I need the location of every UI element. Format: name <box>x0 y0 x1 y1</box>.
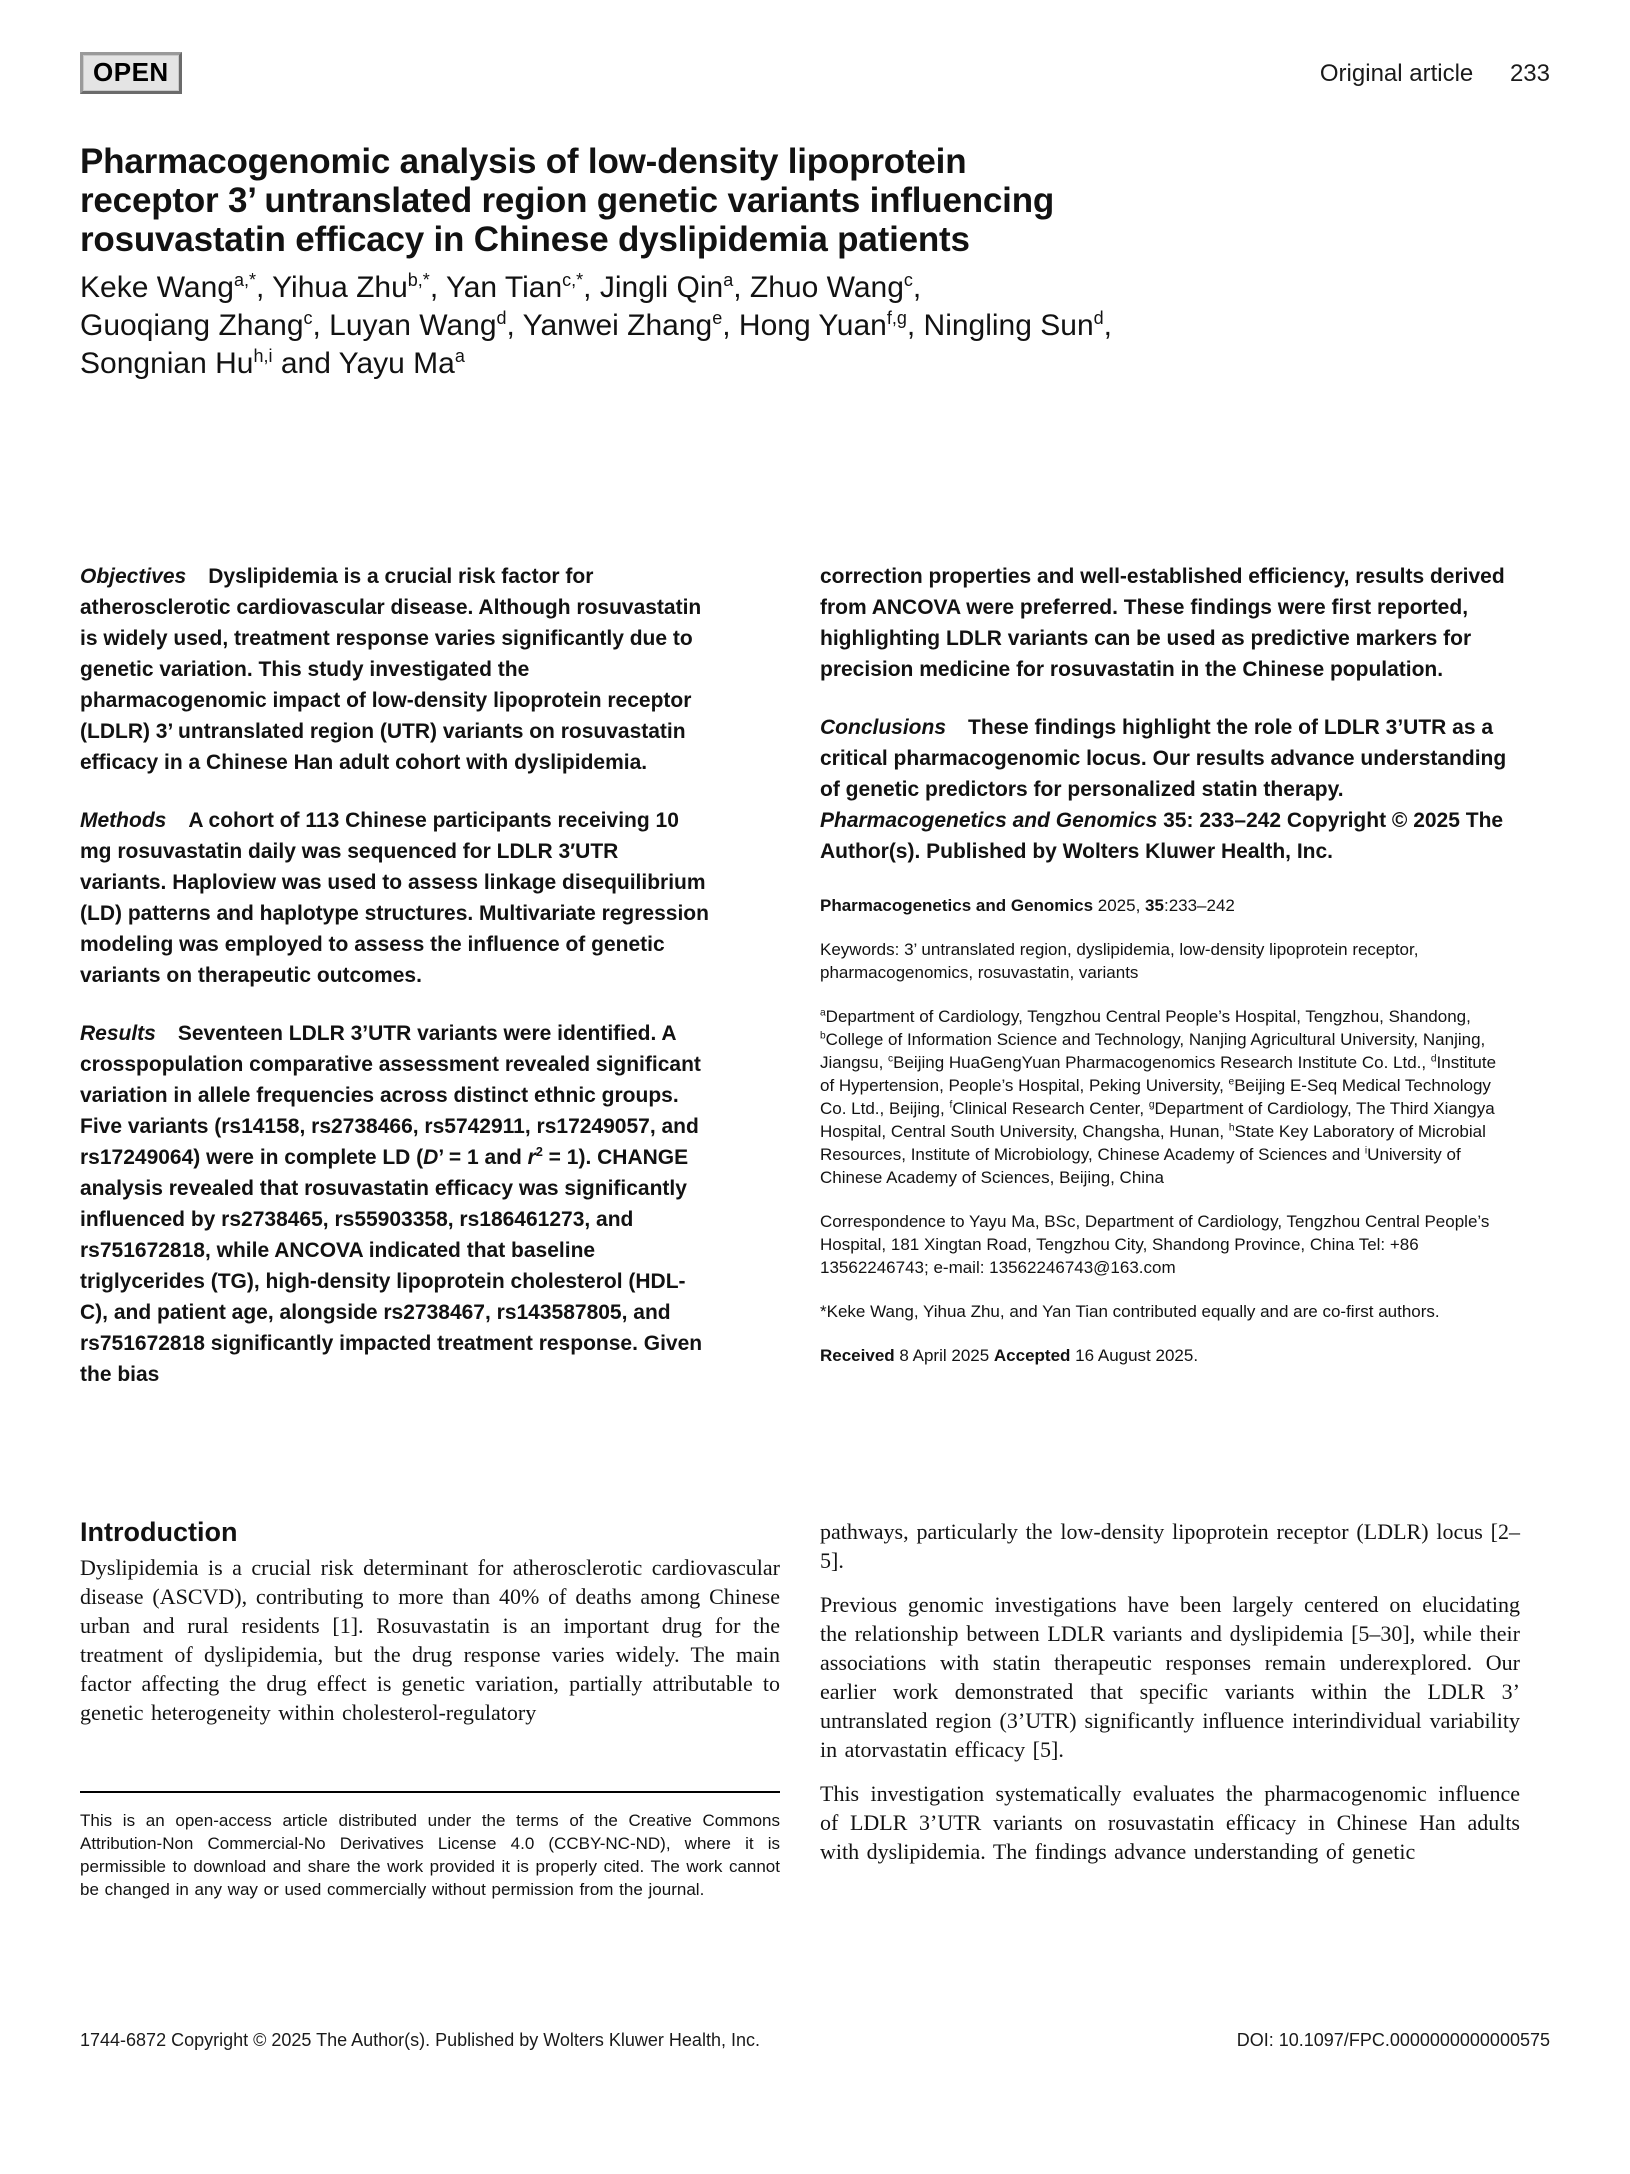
keywords: Keywords: 3’ untranslated region, dyslipidemia, low-density lipoprotein receptor, pharmacogenomics, rosuvastatin, variants <box>820 940 1419 982</box>
abstract-results-heading: Results <box>80 1022 156 1045</box>
page-header <box>80 52 1550 94</box>
abstract-conclusions-text: These findings highlight the role of LDLR 3’UTR as a critical pharmacogenomic locus. Our results advance understanding of genetic predictors for personalized statin therapy. Pharmacogenetics and Genomics 35: 233–242 Copyright © 2025 The Author(s). Published by Wolters Kluwer Health, Inc. <box>820 716 1507 863</box>
abstract-section <box>80 561 1550 1417</box>
intro-paragraph: Dyslipidemia is a crucial risk determinant for atherosclerotic cardiovascular disease (ASCVD), contributing to more than 40% of deaths among Chinese urban and rural residents [1]. Rosuvastatin is an important drug for the treatment of dyslipidemia, but the drug response varies widely. The main factor affecting the drug effect is genetic variation, partially attributable to genetic heterogeneity within cholesterol-regulatory <box>80 1555 780 1725</box>
intro-paragraph: pathways, particularly the low-density lipoprotein receptor (LDLR) locus [2–5]. <box>820 1519 1520 1573</box>
title-line: Pharmacogenomic analysis of low-density lipoprotein <box>80 142 967 181</box>
article-title <box>80 142 1550 259</box>
abstract-results-continuation: correction properties and well-established efficiency, results derived from ANCOVA were preferred. These findings were first reported, highlighting LDLR variants can be used as predictive markers for precision medicine for rosuvastatin in the Chinese population. <box>820 565 1505 681</box>
abstract-objectives <box>80 561 710 778</box>
footer-issn-copyright: 1744-6872 Copyright © 2025 The Author(s). Published by Wolters Kluwer Health, Inc. <box>80 2030 760 2050</box>
introduction-section <box>80 1517 1550 1918</box>
introduction-right-column <box>820 1517 1520 1918</box>
open-access-footnote: This is an open-access article distributed under the terms of the Creative Commons Attribution-Non Commercial-No Derivatives License 4.0 (CCBY-NC-ND), where it is permissible to download and share the work provided it is properly cited. The work cannot be changed in any way or used commercially without permission from the journal. <box>80 1811 780 1899</box>
author-line: Songnian Hu$^{h,i}$ and Yayu Ma$^a$ <box>80 346 465 380</box>
abstract-objectives-text: Dyslipidemia is a crucial risk factor for atherosclerotic cardiovascular disease. Although rosuvastatin is widely used, treatment response varies significantly due to genetic variation. This study investigated the pharmacogenomic impact of low-density lipoprotein receptor (LDLR) 3’ untranslated region (UTR) variants on rosuvastatin efficacy in a Chinese Han adult cohort with dyslipidemia. <box>80 565 702 774</box>
intro-paragraph: Previous genomic investigations have been largely centered on elucidating the relationship between LDLR variants and dyslipidemia [5–30], while their associations with statin therapeutic responses remain underexplored. Our earlier work demonstrated that specific variants within the LDLR 3’ untranslated region (3’UTR) significantly influence interindividual variability in atorvastatin efficacy [5]. <box>820 1592 1520 1762</box>
title-line: receptor 3’ untranslated region genetic variants influencing <box>80 181 1055 220</box>
abstract-objectives-heading: Objectives <box>80 565 187 588</box>
introduction-left-column <box>80 1517 780 1918</box>
abstract-methods-heading: Methods <box>80 809 167 832</box>
intro-paragraph: This investigation systematically evaluates the pharmacogenomic influence of LDLR 3’UTR variants on rosuvastatin efficacy in Chinese Han adults with dyslipidemia. The findings advance understanding of genetic <box>820 1781 1520 1864</box>
abstract-results <box>80 1018 710 1390</box>
received-accepted-dates: Received 8 April 2025 Accepted 16 August 2025. <box>820 1346 1199 1365</box>
abstract-results-text: Seventeen LDLR 3’UTR variants were identified. A crosspopulation comparative assessment revealed significant variation in allele frequencies across distinct ethnic groups. Five variants (rs14158, rs2738466, rs5742911, rs17249057, and rs17249064) were in complete LD (D’ = 1 and $r^2 = 1$). CHANGE analysis revealed that rosuvastatin efficacy was significantly influenced by rs2738465, rs55903358, rs186461273, and rs751672818, while ANCOVA indicated that baseline triglycerides (TG), high-density lipoprotein cholesterol (HDL-C), and patient age, alongside rs2738467, rs143587805, and rs751672818 significantly impacted treatment response. Given the bias <box>80 1022 703 1386</box>
abstract-methods-text: A cohort of 113 Chinese participants receiving 10 mg rosuvastatin daily was sequenced for LDLR 3′UTR variants. Haploview was used to assess linkage disequilibrium (LD) patterns and haplotype structures. Multivariate regression modeling was employed to assess the influence of genetic variants on therapeutic outcomes. <box>80 809 709 987</box>
footer-doi: DOI: 10.1097/FPC.0000000000000575 <box>1236 2030 1550 2050</box>
correspondence-note: Correspondence to Yayu Ma, BSc, Department of Cardiology, Tengzhou Central People’s Hospital, 181 Xingtan Road, Tengzhou City, Shandong Province, China Tel: +86 13562246743; e-mail: 13562246743@163.com <box>820 1212 1490 1277</box>
equal-contribution-note: *Keke Wang, Yihua Zhu, and Yan Tian contributed equally and are co-first authors. <box>820 1302 1440 1321</box>
footnote-rule <box>80 1791 780 1793</box>
page-footer <box>80 2030 1550 2051</box>
abstract-conclusions-heading: Conclusions <box>820 716 947 739</box>
affiliations: $^a$Department of Cardiology, Tengzhou Central People’s Hospital, Tengzhou, Shandong, $^b$College of Information Science and Technology, Nanjing Agricultural University, Nanjing, Jiangsu, $^c$Beijing HuaGengYuan Pharmacogenomics Research Institute Co. Ltd., $^d$Institute of Hypertension, People’s Hospital, Peking University, $^e$Beijing E-Seq Medical Technology Co. Ltd., Beijing, $^f$Clinical Research Center, $^g$Department of Cardiology, The Third Xiangya Hospital, Central South University, Changsha, Hunan, $^h$State Key Laboratory of Microbial Resources, Institute of Microbiology, Chinese Academy of Sciences and $^i$University of Chinese Academy of Sciences, Beijing, China <box>820 1007 1497 1187</box>
abstract-right-column <box>820 561 1510 1417</box>
article-type-label: Original article <box>1319 60 1474 87</box>
abstract-methods <box>80 805 710 991</box>
abstract-conclusions <box>820 712 1510 867</box>
title-line: rosuvastatin efficacy in Chinese dyslipidemia patients <box>80 220 970 259</box>
introduction-heading: Introduction <box>80 1517 238 1547</box>
running-head <box>1320 52 1550 88</box>
page-number: 233 <box>1509 60 1550 87</box>
abstract-left-column <box>80 561 710 1417</box>
journal-citation: Pharmacogenetics and Genomics 2025, 35:233–242 <box>820 896 1235 915</box>
author-line: Keke Wang$^{a,*}$, Yihua Zhu$^{b,*}$, Yan Tian$^{c,*}$, Jingli Qin$^a$, Zhuo Wang$^c$, <box>80 270 922 304</box>
open-access-badge: OPEN <box>80 52 182 94</box>
author-line: Guoqiang Zhang$^c$, Luyan Wang$^d$, Yanwei Zhang$^e$, Hong Yuan$^{f,g}$, Ningling Sun$^d$, <box>80 308 1113 342</box>
author-list <box>80 269 1550 383</box>
